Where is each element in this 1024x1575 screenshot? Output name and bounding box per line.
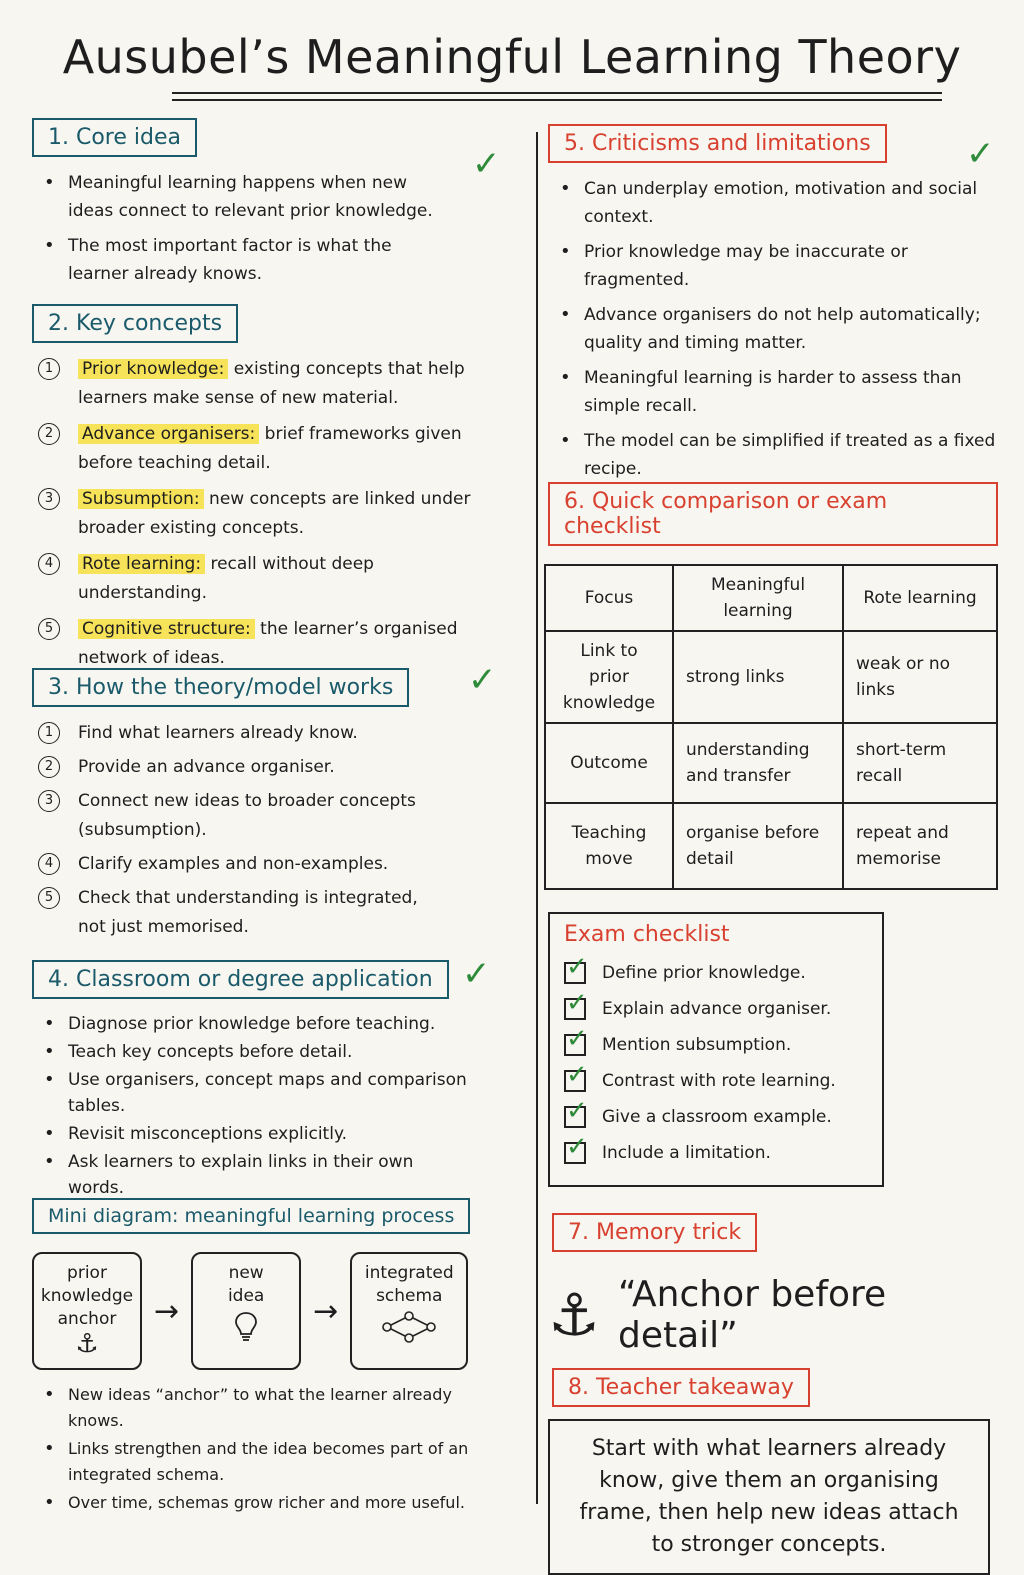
list-item [32, 355, 492, 413]
list-item: • Diagnose prior knowledge before teaching. [32, 1011, 472, 1037]
table-row [545, 631, 997, 723]
checklist-text: Define prior knowledge. [602, 963, 806, 983]
number-badge: 1 [38, 358, 60, 380]
number-badge: 5 [38, 618, 60, 640]
number-badge: 4 [38, 853, 60, 875]
list-item: • Over time, schemas grow richer and more useful. [32, 1490, 502, 1516]
section-heading: 1. Core idea [32, 118, 197, 157]
column-header: Rote learning [843, 565, 997, 631]
column-header: Meaningful learning [673, 565, 843, 631]
checklist-item [564, 1024, 868, 1063]
list-item: • Revisit misconceptions explicitly. [32, 1121, 472, 1147]
table-cell: short-term recall [843, 723, 997, 803]
list-item: • Links strengthen and the idea becomes part of an integrated schema. [32, 1436, 502, 1488]
table-cell: organise before detail [673, 803, 843, 889]
diagram-box-new-idea [191, 1252, 301, 1370]
list-item: • Meaningful learning happens when new ideas connect to relevant prior knowledge. [32, 169, 452, 225]
section-teacher-takeaway [548, 1368, 998, 1575]
checkbox-checked-icon: ✓ [566, 1132, 588, 1162]
column-header: Focus [545, 565, 673, 631]
check-mark-icon: ✓ [966, 134, 995, 174]
section-heading: 4. Classroom or degree application [32, 960, 449, 999]
page-title: Ausubel’s Meaningful Learning Theory [62, 30, 962, 84]
table-row [545, 723, 997, 803]
list-item: • The model can be simplified if treated as a fixed recipe. [548, 427, 998, 483]
table-cell: understanding and transfer [673, 723, 843, 803]
table-cell: repeat and memorise [843, 803, 997, 889]
title-underline [172, 92, 942, 94]
list-item: • Use organisers, concept maps and comparison tables. [32, 1067, 472, 1119]
list-item [32, 884, 432, 942]
step-text: Clarify examples and non-examples. [78, 854, 389, 874]
section-heading: 7. Memory trick [552, 1213, 757, 1252]
box-label: prior knowledge anchor [40, 1263, 134, 1329]
checklist-text: Include a limitation. [602, 1143, 771, 1163]
section-heading: 3. How the theory/model works [32, 668, 409, 707]
list-item: • Teach key concepts before detail. [32, 1039, 472, 1065]
number-badge: 1 [38, 722, 60, 744]
checklist-item [564, 1132, 868, 1171]
section-core-idea [32, 118, 512, 304]
section-criticisms [548, 124, 998, 482]
list-item [32, 420, 492, 478]
lightbulb-icon [193, 1310, 299, 1348]
checklist-text: Mention subsumption. [602, 1035, 792, 1055]
definition: the learner’s organised network of ideas. [78, 619, 458, 668]
section-heading: 6. Quick comparison or exam checklist [548, 482, 998, 546]
definition: brief frameworks given before teaching detail. [78, 424, 462, 473]
step-text: Provide an advance organiser. [78, 757, 335, 777]
section-comparison [548, 482, 998, 1187]
table-cell: Link to prior knowledge [545, 631, 673, 723]
list-item [32, 615, 492, 673]
list-item: • Advance organisers do not help automatically; quality and timing matter. [548, 301, 998, 357]
table-cell: Teaching move [545, 803, 673, 889]
arrow-right-icon: → [313, 1293, 339, 1329]
checkbox-checked-icon: ✓ [566, 1024, 588, 1054]
memory-trick-row [548, 1274, 998, 1356]
list-item [32, 850, 432, 879]
comparison-table [544, 564, 998, 890]
term-highlight: Subsumption: [78, 489, 204, 509]
section-heading: 5. Criticisms and limitations [548, 124, 887, 163]
column-divider [536, 132, 538, 1504]
checklist-title: Exam checklist [564, 922, 730, 947]
check-mark-icon: ✓ [468, 660, 497, 700]
term-highlight: Prior knowledge: [78, 359, 228, 379]
list-item [32, 550, 492, 608]
term-highlight: Rote learning: [78, 554, 205, 574]
list-item: • Can underplay emotion, motivation and social context. [548, 175, 998, 231]
section-application [32, 954, 512, 1198]
process-diagram [32, 1252, 512, 1370]
table-cell: Outcome [545, 723, 673, 803]
right-column [548, 124, 998, 1575]
list-item: • Meaningful learning is harder to assess than simple recall. [548, 364, 998, 420]
checklist-item [564, 1096, 868, 1135]
anchor-icon: ⚓ [75, 1329, 99, 1359]
list-item: • New ideas “anchor” to what the learner already knows. [32, 1382, 502, 1434]
table-cell: strong links [673, 631, 843, 723]
section-heading: Mini diagram: meaningful learning process [32, 1198, 470, 1234]
list-item [32, 485, 492, 543]
step-text: Check that understanding is integrated, not just memorised. [78, 888, 418, 937]
definition: existing concepts that help learners make sense of new material. [78, 359, 465, 408]
check-mark-icon: ✓ [462, 954, 491, 994]
box-label: integrated schema [364, 1263, 454, 1306]
network-icon [352, 1310, 466, 1348]
number-badge: 3 [38, 790, 60, 812]
checkbox-checked-icon: ✓ [566, 1096, 588, 1126]
checklist-text: Contrast with rote learning. [602, 1071, 836, 1091]
section-mini-diagram [32, 1198, 512, 1516]
takeaway-box: Start with what learners already know, give them an organising frame, then help new ideas attach to stronger concepts. [548, 1419, 990, 1575]
section-key-concepts [32, 304, 512, 668]
list-item [32, 719, 432, 748]
checkbox-checked-icon: ✓ [566, 988, 588, 1018]
checkbox-checked-icon: ✓ [566, 1060, 588, 1090]
diagram-box-prior-knowledge [32, 1252, 142, 1370]
exam-checklist-box [548, 912, 884, 1187]
checkbox-checked-icon: ✓ [566, 952, 588, 982]
anchor-icon: ⚓ [548, 1281, 600, 1349]
title-underline-2 [172, 99, 942, 101]
section-heading: 8. Teacher takeaway [552, 1368, 810, 1407]
number-badge: 5 [38, 887, 60, 909]
box-label: new idea [227, 1263, 265, 1306]
list-item: • The most important factor is what the learner already knows. [32, 232, 452, 288]
diagram-box-integrated-schema [350, 1252, 468, 1370]
check-mark-icon: ✓ [472, 144, 501, 184]
table-cell: weak or no links [843, 631, 997, 723]
left-column [32, 118, 512, 1518]
list-item: • Prior knowledge may be inaccurate or fragmented. [548, 238, 998, 294]
definition: new concepts are linked under broader existing concepts. [78, 489, 471, 538]
table-header-row [545, 565, 997, 631]
definition: recall without deep understanding. [78, 554, 374, 603]
section-how-it-works [32, 660, 512, 960]
term-highlight: Advance organisers: [78, 424, 259, 444]
step-text: Find what learners already know. [78, 723, 358, 743]
checklist-text: Explain advance organiser. [602, 999, 832, 1019]
memory-quote: “Anchor before detail” [618, 1274, 887, 1356]
number-badge: 2 [38, 756, 60, 778]
checklist-text: Give a classroom example. [602, 1107, 832, 1127]
section-memory-trick [548, 1213, 998, 1356]
number-badge: 3 [38, 488, 60, 510]
list-item [32, 753, 432, 782]
list-item [32, 787, 432, 845]
step-text: Connect new ideas to broader concepts (subsumption). [78, 791, 416, 840]
number-badge: 4 [38, 553, 60, 575]
list-item: • Ask learners to explain links in their own words. [32, 1149, 472, 1201]
checklist-item [564, 988, 868, 1027]
term-highlight: Cognitive structure: [78, 619, 255, 639]
section-heading: 2. Key concepts [32, 304, 238, 343]
checklist-item [564, 952, 868, 991]
table-row [545, 803, 997, 889]
arrow-right-icon: → [154, 1293, 180, 1329]
checklist-item [564, 1060, 868, 1099]
number-badge: 2 [38, 423, 60, 445]
